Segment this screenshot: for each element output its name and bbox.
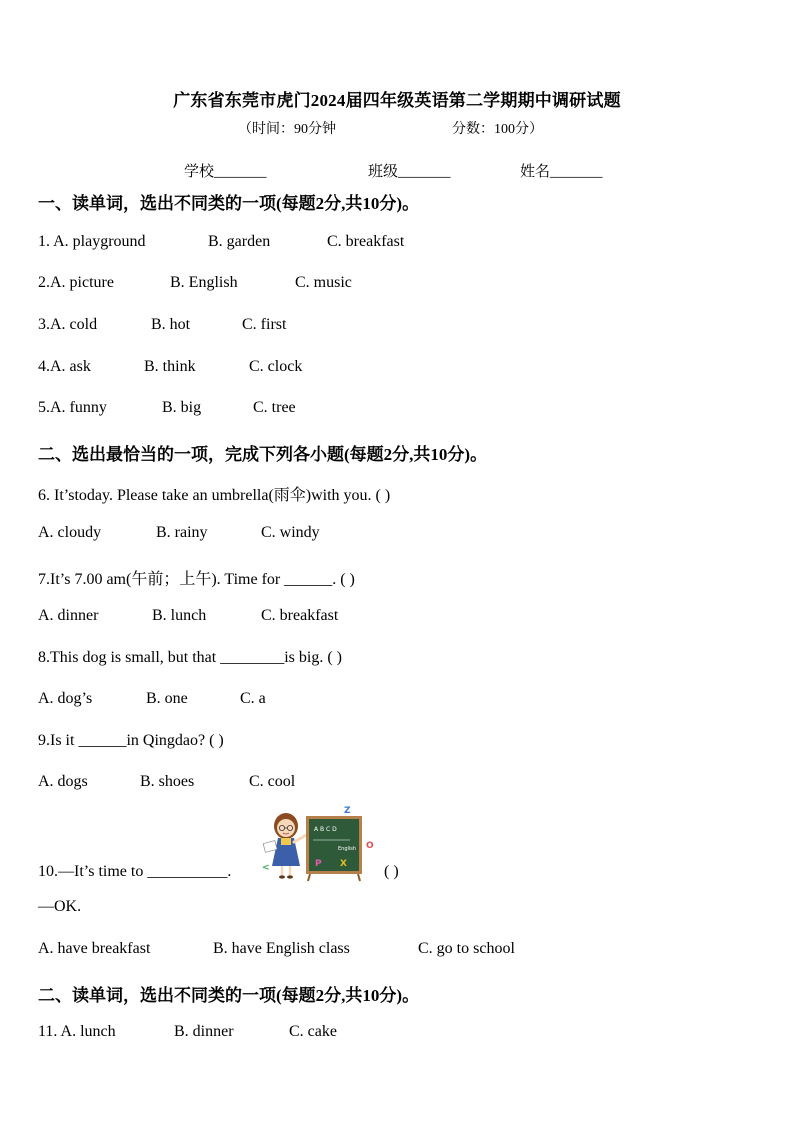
q8-option-c: C. a xyxy=(240,690,266,707)
q8-option-a: A. dog’s xyxy=(38,690,93,707)
q10-answer-paren: ( ) xyxy=(384,863,399,880)
letter-lt: < xyxy=(262,863,270,873)
q2-option-c: C. music xyxy=(295,274,352,291)
school-field: 学校_______ xyxy=(184,164,267,180)
q10-stem: 10.—It’s time to __________. xyxy=(38,863,232,880)
q10-option-c: C. go to school xyxy=(418,940,515,957)
section3-heading: 二、读单词，选出不同类的一项(每题2分,共10分)。 xyxy=(38,986,420,1005)
q1-option-c: C. breakfast xyxy=(327,233,405,250)
exam-time: （时间：90分钟 xyxy=(238,122,336,137)
q6-option-a: A. cloudy xyxy=(38,524,102,541)
page-title: 广东省东莞市虎门2024届四年级英语第二学期期中调研试题 xyxy=(173,91,621,110)
q10-option-b: B. have English class xyxy=(213,940,350,957)
q1-option-a: 1. A. playground xyxy=(38,233,146,250)
section2-heading: 二、选出最恰当的一项，完成下列各小题(每题2分,共10分)。 xyxy=(38,445,488,464)
q10-reply: —OK. xyxy=(38,898,82,915)
q2-option-a: 2.A. picture xyxy=(38,274,114,291)
q1-option-b: B. garden xyxy=(208,233,271,250)
q6-option-b: B. rainy xyxy=(156,524,208,541)
q3-option-b: B. hot xyxy=(151,316,191,333)
q9-option-b: B. shoes xyxy=(140,773,195,790)
section1-heading: 一、读单词，选出不同类的一项(每题2分,共10分)。 xyxy=(38,194,420,213)
q9-option-a: A. dogs xyxy=(38,773,88,790)
q11-option-a: 11. A. lunch xyxy=(38,1023,116,1040)
q2-option-b: B. English xyxy=(170,274,238,291)
letter-o: O xyxy=(366,841,374,851)
letter-x: X xyxy=(340,859,347,869)
letter-z: Z xyxy=(344,806,351,816)
q7-stem: 7.It’s 7.00 am(午前；上午). Time for ______. ( ) xyxy=(38,571,355,588)
q7-option-c: C. breakfast xyxy=(261,607,339,624)
teacher-blackboard-illustration xyxy=(258,804,378,882)
q8-option-b: B. one xyxy=(146,690,188,707)
name-field: 姓名_______ xyxy=(520,164,603,180)
q4-option-b: B. think xyxy=(144,358,196,375)
q6-stem: 6. It’stoday. Please take an umbrella(雨伞)with you. ( ) xyxy=(38,487,391,504)
q4-option-c: C. clock xyxy=(249,358,303,375)
q6-option-c: C. windy xyxy=(261,524,320,541)
letter-p: P xyxy=(315,859,322,869)
q7-option-b: B. lunch xyxy=(152,607,207,624)
q3-option-c: C. first xyxy=(242,316,287,333)
q9-stem: 9.Is it ______in Qingdao? ( ) xyxy=(38,732,224,749)
q9-option-c: C. cool xyxy=(249,773,296,790)
q5-option-a: 5.A. funny xyxy=(38,399,107,416)
q11-option-c: C. cake xyxy=(289,1023,337,1040)
q5-option-b: B. big xyxy=(162,399,202,416)
q7-option-a: A. dinner xyxy=(38,607,99,624)
q11-option-b: B. dinner xyxy=(174,1023,234,1040)
q4-option-a: 4.A. ask xyxy=(38,358,91,375)
q8-stem: 8.This dog is small, but that ________is big. ( ) xyxy=(38,649,342,666)
q5-option-c: C. tree xyxy=(253,399,296,416)
board-english: English xyxy=(338,846,357,852)
class-field: 班级_______ xyxy=(368,164,451,180)
q10-option-a: A. have breakfast xyxy=(38,940,151,957)
exam-score: 分数：100分） xyxy=(452,122,543,137)
q3-option-a: 3.A. cold xyxy=(38,316,98,333)
board-letters: A B C D xyxy=(314,826,337,833)
